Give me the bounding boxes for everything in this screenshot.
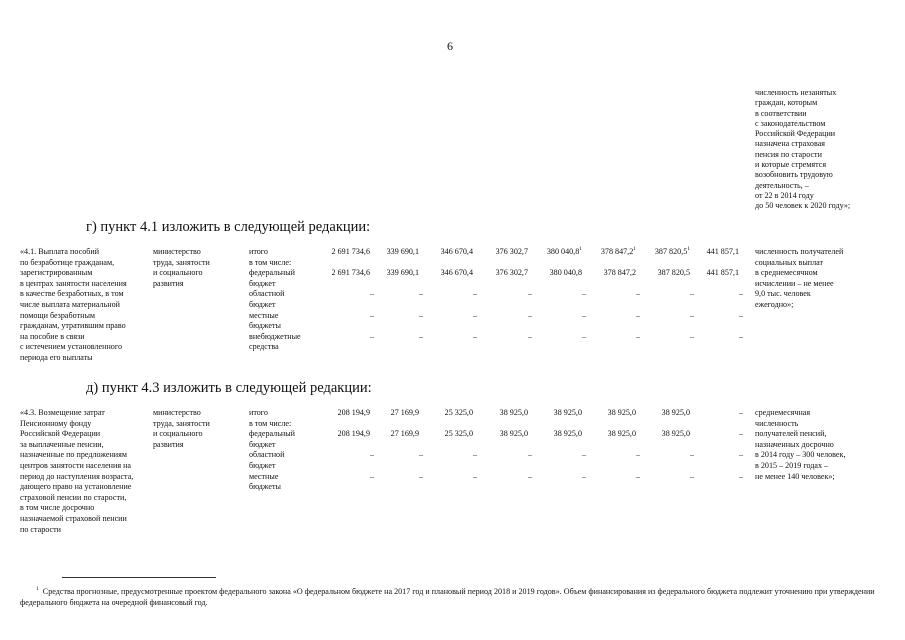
measure-name-line: на пособие в связи bbox=[20, 331, 85, 341]
empty-value-dash: – bbox=[527, 471, 532, 481]
measure-name-line: Российской Федерации bbox=[20, 429, 101, 439]
empty-value-dash: – bbox=[527, 289, 532, 299]
measure-name-line: в том числе досрочно bbox=[20, 503, 95, 513]
funding-value: 38 925,0 bbox=[607, 429, 636, 439]
executor-line: и социального bbox=[153, 429, 203, 439]
funding-value: 38 925,0 bbox=[661, 429, 690, 439]
executor-line: труда, занятости bbox=[153, 418, 210, 428]
measure-name-line: по старости bbox=[20, 524, 61, 534]
measure-name-line: страховой пенсии по старости, bbox=[20, 492, 127, 502]
empty-value-dash: – bbox=[635, 471, 640, 481]
empty-value-dash: – bbox=[738, 450, 743, 460]
funding-value: 2 691 734,6 bbox=[331, 247, 370, 256]
continued-indicator-line: пенсия по старости bbox=[755, 149, 822, 159]
empty-value-dash: – bbox=[635, 331, 640, 341]
measure-name-line: Пенсионному фонду bbox=[20, 418, 92, 428]
funding-value: 27 169,9 bbox=[390, 408, 419, 417]
measure-name-line: гражданам, утратившим право bbox=[20, 321, 126, 331]
funding-value: 441 857,1 bbox=[706, 247, 739, 256]
empty-value-dash: – bbox=[738, 429, 743, 439]
empty-value-dash: – bbox=[418, 471, 423, 481]
measure-name-line: периода его выплаты bbox=[20, 353, 93, 362]
funding-value: 2 691 734,6 bbox=[331, 268, 370, 278]
funding-value: 376 302,7 bbox=[495, 247, 528, 256]
indicator-line: 9,0 тыс. человек bbox=[755, 289, 811, 299]
funding-value: 346 670,4 bbox=[440, 247, 473, 256]
empty-value-dash: – bbox=[689, 289, 694, 299]
measure-name-line: в центрах занятости населения bbox=[20, 278, 127, 288]
empty-value-dash: – bbox=[418, 450, 423, 460]
empty-value-dash: – bbox=[581, 310, 586, 320]
empty-value-dash: – bbox=[527, 310, 532, 320]
empty-value-dash: – bbox=[369, 289, 374, 299]
measure-name-line: назначенные по предложениям bbox=[20, 450, 127, 460]
empty-value-dash: – bbox=[689, 471, 694, 481]
funding-value: 378 847,2 bbox=[603, 268, 636, 278]
empty-value-dash: – bbox=[581, 471, 586, 481]
continued-indicator-line: деятельность, – bbox=[755, 180, 809, 190]
empty-value-dash: – bbox=[738, 471, 743, 481]
continued-indicator-line: возобновить трудовую bbox=[755, 170, 833, 180]
empty-value-dash: – bbox=[581, 331, 586, 341]
measure-name-line: «4.1. Выплата пособий bbox=[20, 247, 100, 256]
section-heading-4-3: д) пункт 4.3 изложить в следующей редакции: bbox=[86, 380, 372, 396]
measure-name-line: с истечением установленного bbox=[20, 342, 122, 352]
indicator-line: получателей пенсий, bbox=[755, 429, 827, 439]
funding-value: 376 302,7 bbox=[495, 268, 528, 278]
empty-value-dash: – bbox=[418, 289, 423, 299]
measure-name-line: числе выплата материальной bbox=[20, 300, 120, 309]
funding-value: 38 925,0 bbox=[661, 408, 690, 417]
empty-value-dash: – bbox=[418, 310, 423, 320]
indicator-line: численность bbox=[755, 418, 799, 428]
measure-name-line: за выплаченные пенсии, bbox=[20, 439, 104, 449]
empty-value-dash: – bbox=[689, 331, 694, 341]
continued-indicator-line: численность незанятых bbox=[755, 88, 837, 97]
empty-value-dash: – bbox=[472, 310, 477, 320]
funding-source-line: бюджет bbox=[249, 300, 276, 309]
empty-value-dash: – bbox=[472, 289, 477, 299]
empty-value-dash: – bbox=[369, 471, 374, 481]
funding-source-line: бюджет bbox=[249, 278, 276, 288]
empty-value-dash: – bbox=[369, 310, 374, 320]
funding-value: 25 325,0 bbox=[444, 429, 473, 439]
indicator-line: назначенных досрочно bbox=[755, 439, 834, 449]
measure-name-line: по безработице гражданам, bbox=[20, 257, 115, 267]
empty-value-dash: – bbox=[738, 310, 743, 320]
funding-value: 38 925,0 bbox=[607, 408, 636, 417]
funding-value: 378 847,2$^1$ bbox=[600, 246, 636, 256]
empty-value-dash: – bbox=[635, 450, 640, 460]
funding-value: 339 690,1 bbox=[386, 268, 419, 278]
indicator-line: среднемесячная bbox=[755, 408, 811, 417]
funding-value: 339 690,1 bbox=[386, 247, 419, 256]
footnote-marker: 1 bbox=[36, 586, 39, 592]
measure-name-line: помощи безработным bbox=[20, 310, 96, 320]
footnote bbox=[20, 586, 890, 608]
continued-indicator-line: назначена страховая bbox=[755, 139, 826, 149]
footnote-ref-marker: 1 bbox=[579, 246, 582, 252]
empty-value-dash: – bbox=[527, 331, 532, 341]
continued-indicator-line: с законодательством bbox=[755, 118, 826, 128]
page-number: 6 bbox=[447, 39, 453, 53]
indicator-line: социальных выплат bbox=[755, 257, 824, 267]
funding-source-line: бюджет bbox=[249, 439, 276, 449]
measure-name-line: период до наступления возраста, bbox=[20, 471, 134, 481]
funding-source-line: в том числе: bbox=[249, 257, 292, 267]
funding-value: 38 925,0 bbox=[499, 429, 528, 439]
funding-value: 380 040,8$^1$ bbox=[546, 246, 582, 256]
empty-value-dash: – bbox=[472, 331, 477, 341]
funding-value: 38 925,0 bbox=[499, 408, 528, 417]
indicator-line: в среднемесячном bbox=[755, 268, 818, 278]
funding-source-line: средства bbox=[249, 342, 279, 352]
funding-value: 441 857,1 bbox=[706, 268, 739, 278]
funding-value: 208 194,9 bbox=[337, 408, 370, 417]
footnote-ref-marker: 1 bbox=[633, 246, 636, 252]
indicator-line: численность получателей bbox=[755, 247, 844, 256]
empty-value-dash: – bbox=[472, 450, 477, 460]
funding-source-line: итого bbox=[249, 408, 268, 417]
funding-source-line: бюджет bbox=[249, 461, 276, 470]
footnote-text: Средства прогнозные, предусмотренные проектом федерального закона «О федеральном бюджете на 2017 год и плановый период 2018 и 2019 годов». Объем финансирования из федерального бюджета подлежит уточнению при утверждении федерального бюджета на очередной финансовый год. bbox=[20, 587, 875, 607]
measure-name-line: центров занятости населения на bbox=[20, 461, 132, 470]
empty-value-dash: – bbox=[689, 450, 694, 460]
measure-name-line: в качестве безработных, в том bbox=[20, 289, 124, 299]
funding-value: 38 925,0 bbox=[553, 408, 582, 417]
empty-value-dash: – bbox=[738, 331, 743, 341]
executor-line: развития bbox=[153, 278, 184, 288]
funding-source-line: бюджеты bbox=[249, 482, 281, 492]
footnote-separator bbox=[62, 577, 216, 578]
measure-name-line: назначаемой страховой пенсии bbox=[20, 514, 127, 523]
indicator-line: исчислении – не менее bbox=[755, 278, 834, 288]
funding-value: 27 169,9 bbox=[390, 429, 419, 439]
funding-source-line: местные bbox=[249, 310, 279, 320]
empty-value-dash: – bbox=[418, 331, 423, 341]
empty-value-dash: – bbox=[738, 408, 743, 417]
continued-indicator-line: от 22 в 2014 году bbox=[755, 190, 814, 200]
indicator-line: не менее 140 человек»; bbox=[755, 471, 835, 481]
executor-line: развития bbox=[153, 439, 184, 449]
funding-value: 380 040,8 bbox=[549, 268, 582, 278]
empty-value-dash: – bbox=[635, 289, 640, 299]
empty-value-dash: – bbox=[369, 331, 374, 341]
funding-source-line: внебюджетные bbox=[249, 331, 301, 341]
funding-source-line: местные bbox=[249, 471, 279, 481]
funding-source-line: областной bbox=[249, 450, 285, 460]
empty-value-dash: – bbox=[369, 450, 374, 460]
funding-value: 208 194,9 bbox=[337, 429, 370, 439]
empty-value-dash: – bbox=[635, 310, 640, 320]
empty-value-dash: – bbox=[581, 450, 586, 460]
funding-value: 346 670,4 bbox=[440, 268, 473, 278]
empty-value-dash: – bbox=[472, 471, 477, 481]
continued-indicator-line: граждан, которым bbox=[755, 98, 818, 108]
funding-value: 387 820,5 bbox=[657, 268, 690, 278]
funding-value: 387 820,5$^1$ bbox=[654, 246, 690, 256]
indicator-line: в 2015 – 2019 годах – bbox=[755, 461, 829, 470]
indicator-line: в 2014 году – 300 человек, bbox=[755, 450, 846, 460]
funding-source-line: областной bbox=[249, 289, 285, 299]
footnote-ref-marker: 1 bbox=[687, 246, 690, 252]
funding-source-line: федеральный bbox=[249, 429, 295, 439]
continued-indicator-line: в соответствии bbox=[755, 108, 807, 118]
funding-source-line: в том числе: bbox=[249, 418, 292, 428]
funding-source-line: федеральный bbox=[249, 268, 295, 278]
funding-source-line: бюджеты bbox=[249, 321, 281, 331]
funding-source-line: итого bbox=[249, 247, 268, 256]
empty-value-dash: – bbox=[581, 289, 586, 299]
funding-value: 25 325,0 bbox=[444, 408, 473, 417]
funding-value: 38 925,0 bbox=[553, 429, 582, 439]
measure-name-line: «4.3. Возмещение затрат bbox=[20, 408, 105, 417]
continued-indicator-text bbox=[755, 88, 905, 212]
empty-value-dash: – bbox=[689, 310, 694, 320]
empty-value-dash: – bbox=[738, 289, 743, 299]
executor-line: министерство bbox=[153, 408, 201, 417]
indicator-line: ежегодно»; bbox=[755, 300, 794, 309]
empty-value-dash: – bbox=[527, 450, 532, 460]
measure-name-line: зарегистрированным bbox=[20, 268, 93, 278]
continued-indicator-line: Российской Федерации bbox=[755, 129, 836, 139]
continued-indicator-line: и которые стремятся bbox=[755, 160, 827, 170]
continued-indicator-line: до 50 человек к 2020 году»; bbox=[755, 201, 851, 211]
section-heading-4-1: г) пункт 4.1 изложить в следующей редакции: bbox=[86, 219, 371, 235]
executor-line: министерство bbox=[153, 247, 201, 256]
measure-name-line: дающего право на установление bbox=[20, 482, 132, 492]
executor-line: труда, занятости bbox=[153, 257, 210, 267]
executor-line: и социального bbox=[153, 268, 203, 278]
